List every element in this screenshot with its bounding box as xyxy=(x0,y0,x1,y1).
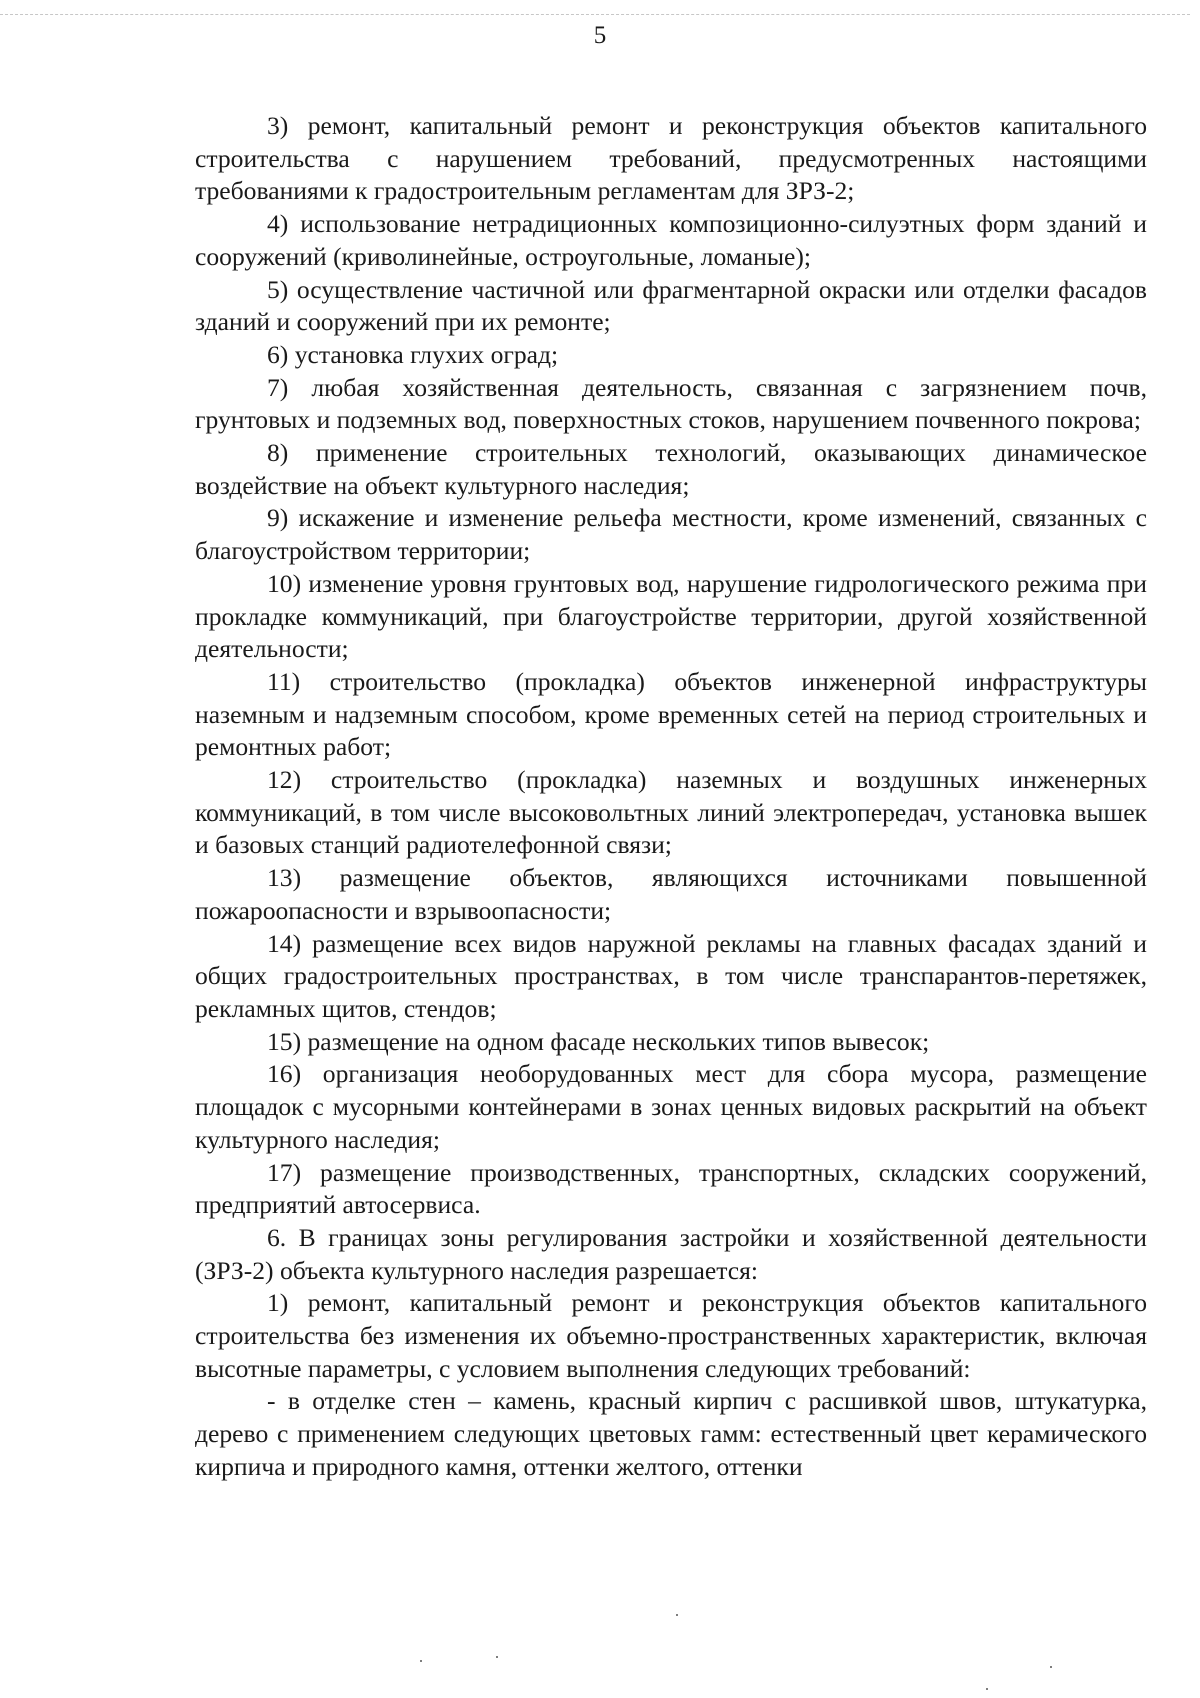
page-number: 5 xyxy=(593,22,607,49)
paragraph-item-13: 13) размещение объектов, являющихся источниками повышенной пожароопасности и взрывоопасности; xyxy=(195,863,1147,925)
section-6-heading: 6. В границах зоны регулирования застройки и хозяйственной деятельности (ЗРЗ-2) объекта культурного наследия разрешается: xyxy=(195,1222,1147,1285)
paragraph-requirement-walls: - в отделке стен – камень, красный кирпич с расшивкой швов, штукатурка, дерево с применением следующих цветовых гамм: естественный цвет керамического кирпича и природного камня, оттенки желтого, оттенки xyxy=(195,1386,1147,1481)
document-body xyxy=(195,110,1147,1484)
paragraph-item-14: 14) размещение всех видов наружной рекламы на главных фасадах зданий и общих градостроительных пространствах, в том числе транспарантов-перетяжек, рекламных щитов, стендов; xyxy=(195,928,1147,1023)
paragraph-item-10: 10) изменение уровня грунтовых вод, нарушение гидрологического режима при прокладке коммуникаций, при благоустройстве территории, другой хозяйственной деятельности; xyxy=(195,568,1147,664)
paragraph-item-17: 17) размещение производственных, транспортных, складских сооружений, предприятий автосервиса. xyxy=(195,1157,1147,1220)
paragraph-item-8: 8) применение строительных технологий, оказывающих динамическое воздействие на объект культурного наследия; xyxy=(195,438,1147,500)
paragraph-item-16: 16) организация необорудованных мест для сбора мусора, размещение площадок с мусорными контейнерами в зонах ценных видовых раскрытий на объект культурного наследия; xyxy=(195,1059,1147,1154)
scan-speck xyxy=(676,1614,678,1616)
paragraph-item-7: 7) любая хозяйственная деятельность, связанная с загрязнением почв, грунтовых и подземных вод, поверхностных стоков, нарушением почвенного покрова; xyxy=(195,372,1147,435)
scan-speck xyxy=(496,1656,498,1658)
paragraph-item-12: 12) строительство (прокладка) наземных и воздушных инженерных коммуникаций, в том числе высоковольтных линий электропередач, установка вышек и базовых станций радиотелефонной связи; xyxy=(195,765,1147,860)
scan-speck xyxy=(1050,1666,1052,1668)
paragraph-item-6: 6) установка глухих оград; xyxy=(267,339,559,369)
paragraph-item-3: 3) ремонт, капитальный ремонт и реконструкция объектов капитального строительства с нарушением требований, предусмотренных настоящими требованиями к градостроительным регламентам для ЗРЗ-2; xyxy=(195,111,1147,206)
scan-speck xyxy=(420,1660,422,1662)
paragraph-item-4: 4) использование нетрадиционных композиционно-силуэтных форм зданий и сооружений (криволинейные, остроугольные, ломаные); xyxy=(195,209,1147,271)
paragraph-item-15: 15) размещение на одном фасаде нескольких типов вывесок; xyxy=(267,1026,930,1056)
paragraph-item-11: 11) строительство (прокладка) объектов инженерной инфраструктуры наземным и надземным способом, кроме временных сетей на период строительных и ремонтных работ; xyxy=(195,666,1147,762)
scan-speck xyxy=(986,1688,988,1690)
paragraph-allowed-1: 1) ремонт, капитальный ремонт и реконструкция объектов капитального строительства без изменения их объемно-пространственных характеристик, включая высотные параметры, с условием выполнения следующих требований: xyxy=(195,1288,1147,1383)
paragraph-item-5: 5) осуществление частичной или фрагментарной окраски или отделки фасадов зданий и сооружений при их ремонте; xyxy=(195,274,1147,337)
scan-top-edge xyxy=(0,14,1190,15)
paragraph-item-9: 9) искажение и изменение рельефа местности, кроме изменений, связанных с благоустройством территории; xyxy=(195,503,1147,566)
